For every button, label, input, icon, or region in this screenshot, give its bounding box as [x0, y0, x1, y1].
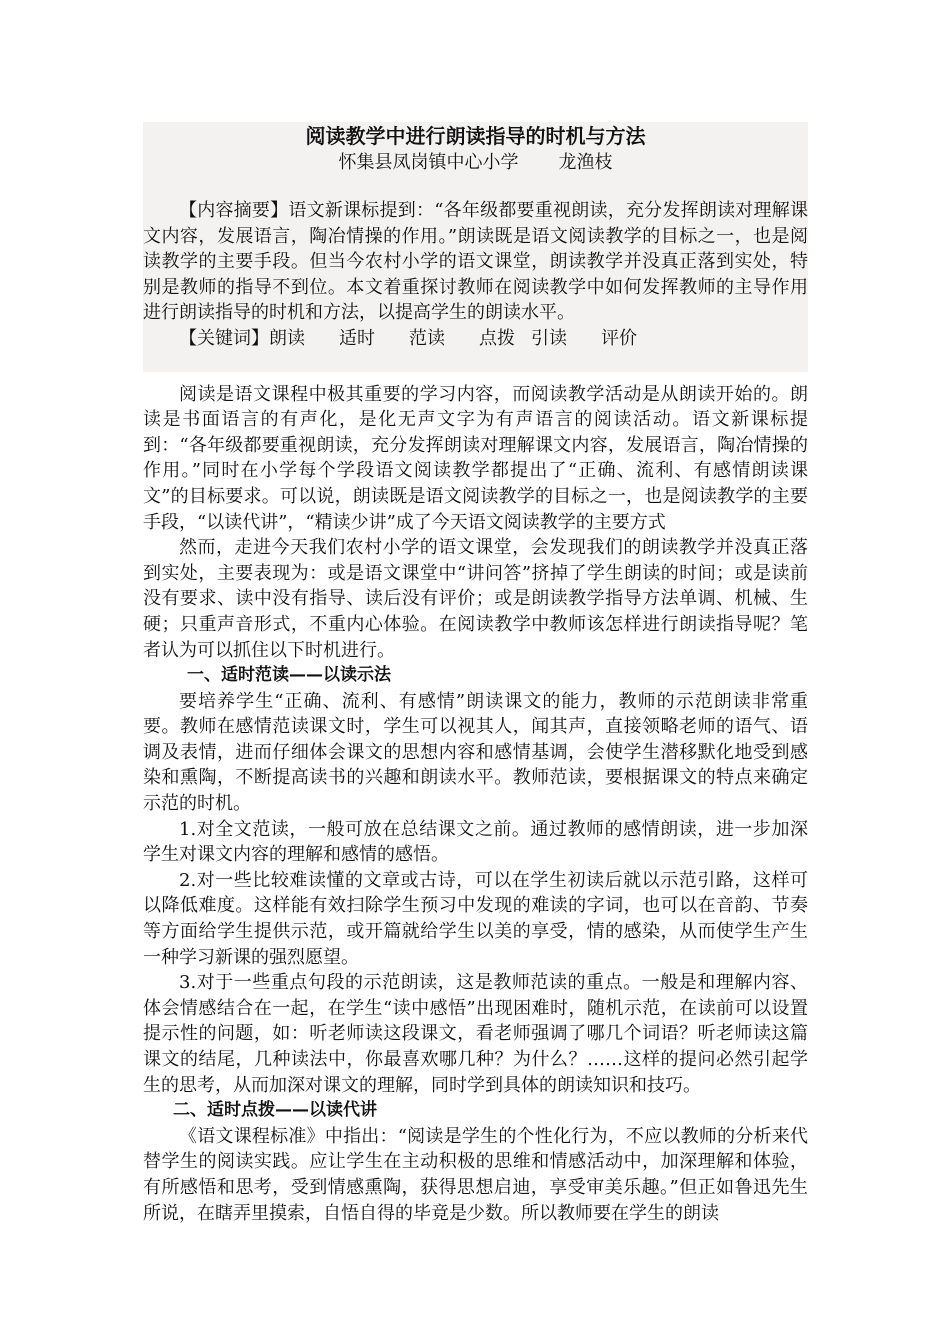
keyword: 适时 [339, 327, 375, 349]
body-paragraph: 要培养学生“正确、流利、有感情”朗读课文的能力，教师的示范朗读非常重要。教师在感情范读课文时，学生可以视其人，闻其声，直接领略老师的语气、语调及表情，进而仔细体会课文的思想内容和感情基调，会使学生潜移默化地受到感染和熏陶，不断提高读书的兴趣和朗读水平。教师范读，要根据课文的特点来确定示范的时机。 [143, 690, 808, 815]
body-paragraph: 1.对全文范读，一般可放在总结课文之前。通过教师的感情朗读，进一步加深学生对课文内容的理解和感情的感悟。 [143, 818, 808, 866]
keywords [143, 326, 808, 352]
keyword: 点拨 [479, 327, 515, 349]
body-paragraph: 阅读是语文课程中极其重要的学习内容，而阅读教学活动是从朗读开始的。朗读是书面语言的有声化，是化无声文字为有声语言的阅读活动。语文新课标提到：“各年级都要重视朗读，充分发挥朗读对理解课文内容，发展语言，陶冶情操的作用。”同时在小学每个学段语文阅读教学都提出了“正确、流利、有感情朗读课文”的目标要求。可以说，朗读既是语文阅读教学的目标之一，也是阅读教学的主要手段，“以读代讲”，“精读少讲”成了今天语文阅读教学的主要方式 [143, 383, 808, 533]
author-name: 龙渔枝 [558, 152, 613, 173]
body-paragraph: 然而，走进今天我们农村小学的语文课堂，会发现我们的朗读教学并没真正落到实处，主要表现为：或是语文课堂中“讲问答”挤掉了学生朗读的时间；或是读前没有要求、读中没有指导、读后没有评价；或是朗读教学指导方法单调、机械、生硬；只重声音形式，不重内心体验。在阅读教学中教师该怎样进行朗读指导呢？笔者认为可以抓住以下时机进行。 [143, 537, 808, 661]
byline [143, 150, 808, 176]
body-paragraph: 《语文课程标准》中指出：“阅读是学生的个性化行为，不应以教师的分析来代替学生的阅读实践。应让学生在主动积极的思维和情感活动中，加深理解和体验，有所感悟和思考，受到情感熏陶，获得思想启迪，享受审美乐趣。”但正如鲁迅先生所说，在瞎弄里摸索，自悟自得的毕竟是少数。所以教师要在学生的朗读 [143, 1125, 808, 1224]
body-paragraph: 3.对于一些重点句段的示范朗读，这是教师范读的重点。一般是和理解内容、体会情感结合在一起，在学生“读中感悟”出现困难时，随机示范，在读前可以设置提示性的问题，如：听老师读这段课文，看老师强调了哪几个词语？听老师读这篇课文的结尾，几种读法中，你最喜欢哪几种？为什么？……这样的提问必然引起学生的思考，从而加深对课文的理解，同时学到具体的朗读知识和技巧。 [143, 972, 808, 1096]
section-heading: 一、适时范读——以读示法 [187, 665, 391, 686]
keyword: 评价 [601, 327, 637, 349]
document-title: 阅读教学中进行朗读指导的时机与方法 [305, 124, 646, 148]
keyword: 范读 [409, 327, 445, 349]
author-school: 怀集县凤岗镇中心小学 [338, 152, 519, 173]
keyword: 【关键词】朗读 [179, 327, 305, 349]
body-paragraph: 2.对一些比较难读懂的文章或古诗，可以在学生初读后就以示范引路，这样可以降低难度。这样能有效扫除学生预习中发现的难读的字词，也可以在音韵、节奏等方面给学生提供示范，或开篇就给学生以美的享受，情的感染，从而使学生产生一种学习新课的强烈愿望。 [143, 869, 808, 968]
abstract: 【内容摘要】语文新课标提到：“各年级都要重视朗读，充分发挥朗读对理解课文内容，发展语言，陶冶情操的作用。”朗读既是语文阅读教学的目标之一，也是阅读教学的主要手段。但当今农村小学的语文课堂，朗读教学并没真正落到实处，特别是教师的指导不到位。本文着重探讨教师在阅读教学中如何发挥教师的主导作用进行朗读指导的时机和方法，以提高学生的朗读水平。 [143, 200, 808, 324]
document-page [143, 122, 808, 1226]
section-heading: 二、适时点拨——以读代讲 [173, 1100, 377, 1121]
keyword: 引读 [531, 327, 567, 349]
